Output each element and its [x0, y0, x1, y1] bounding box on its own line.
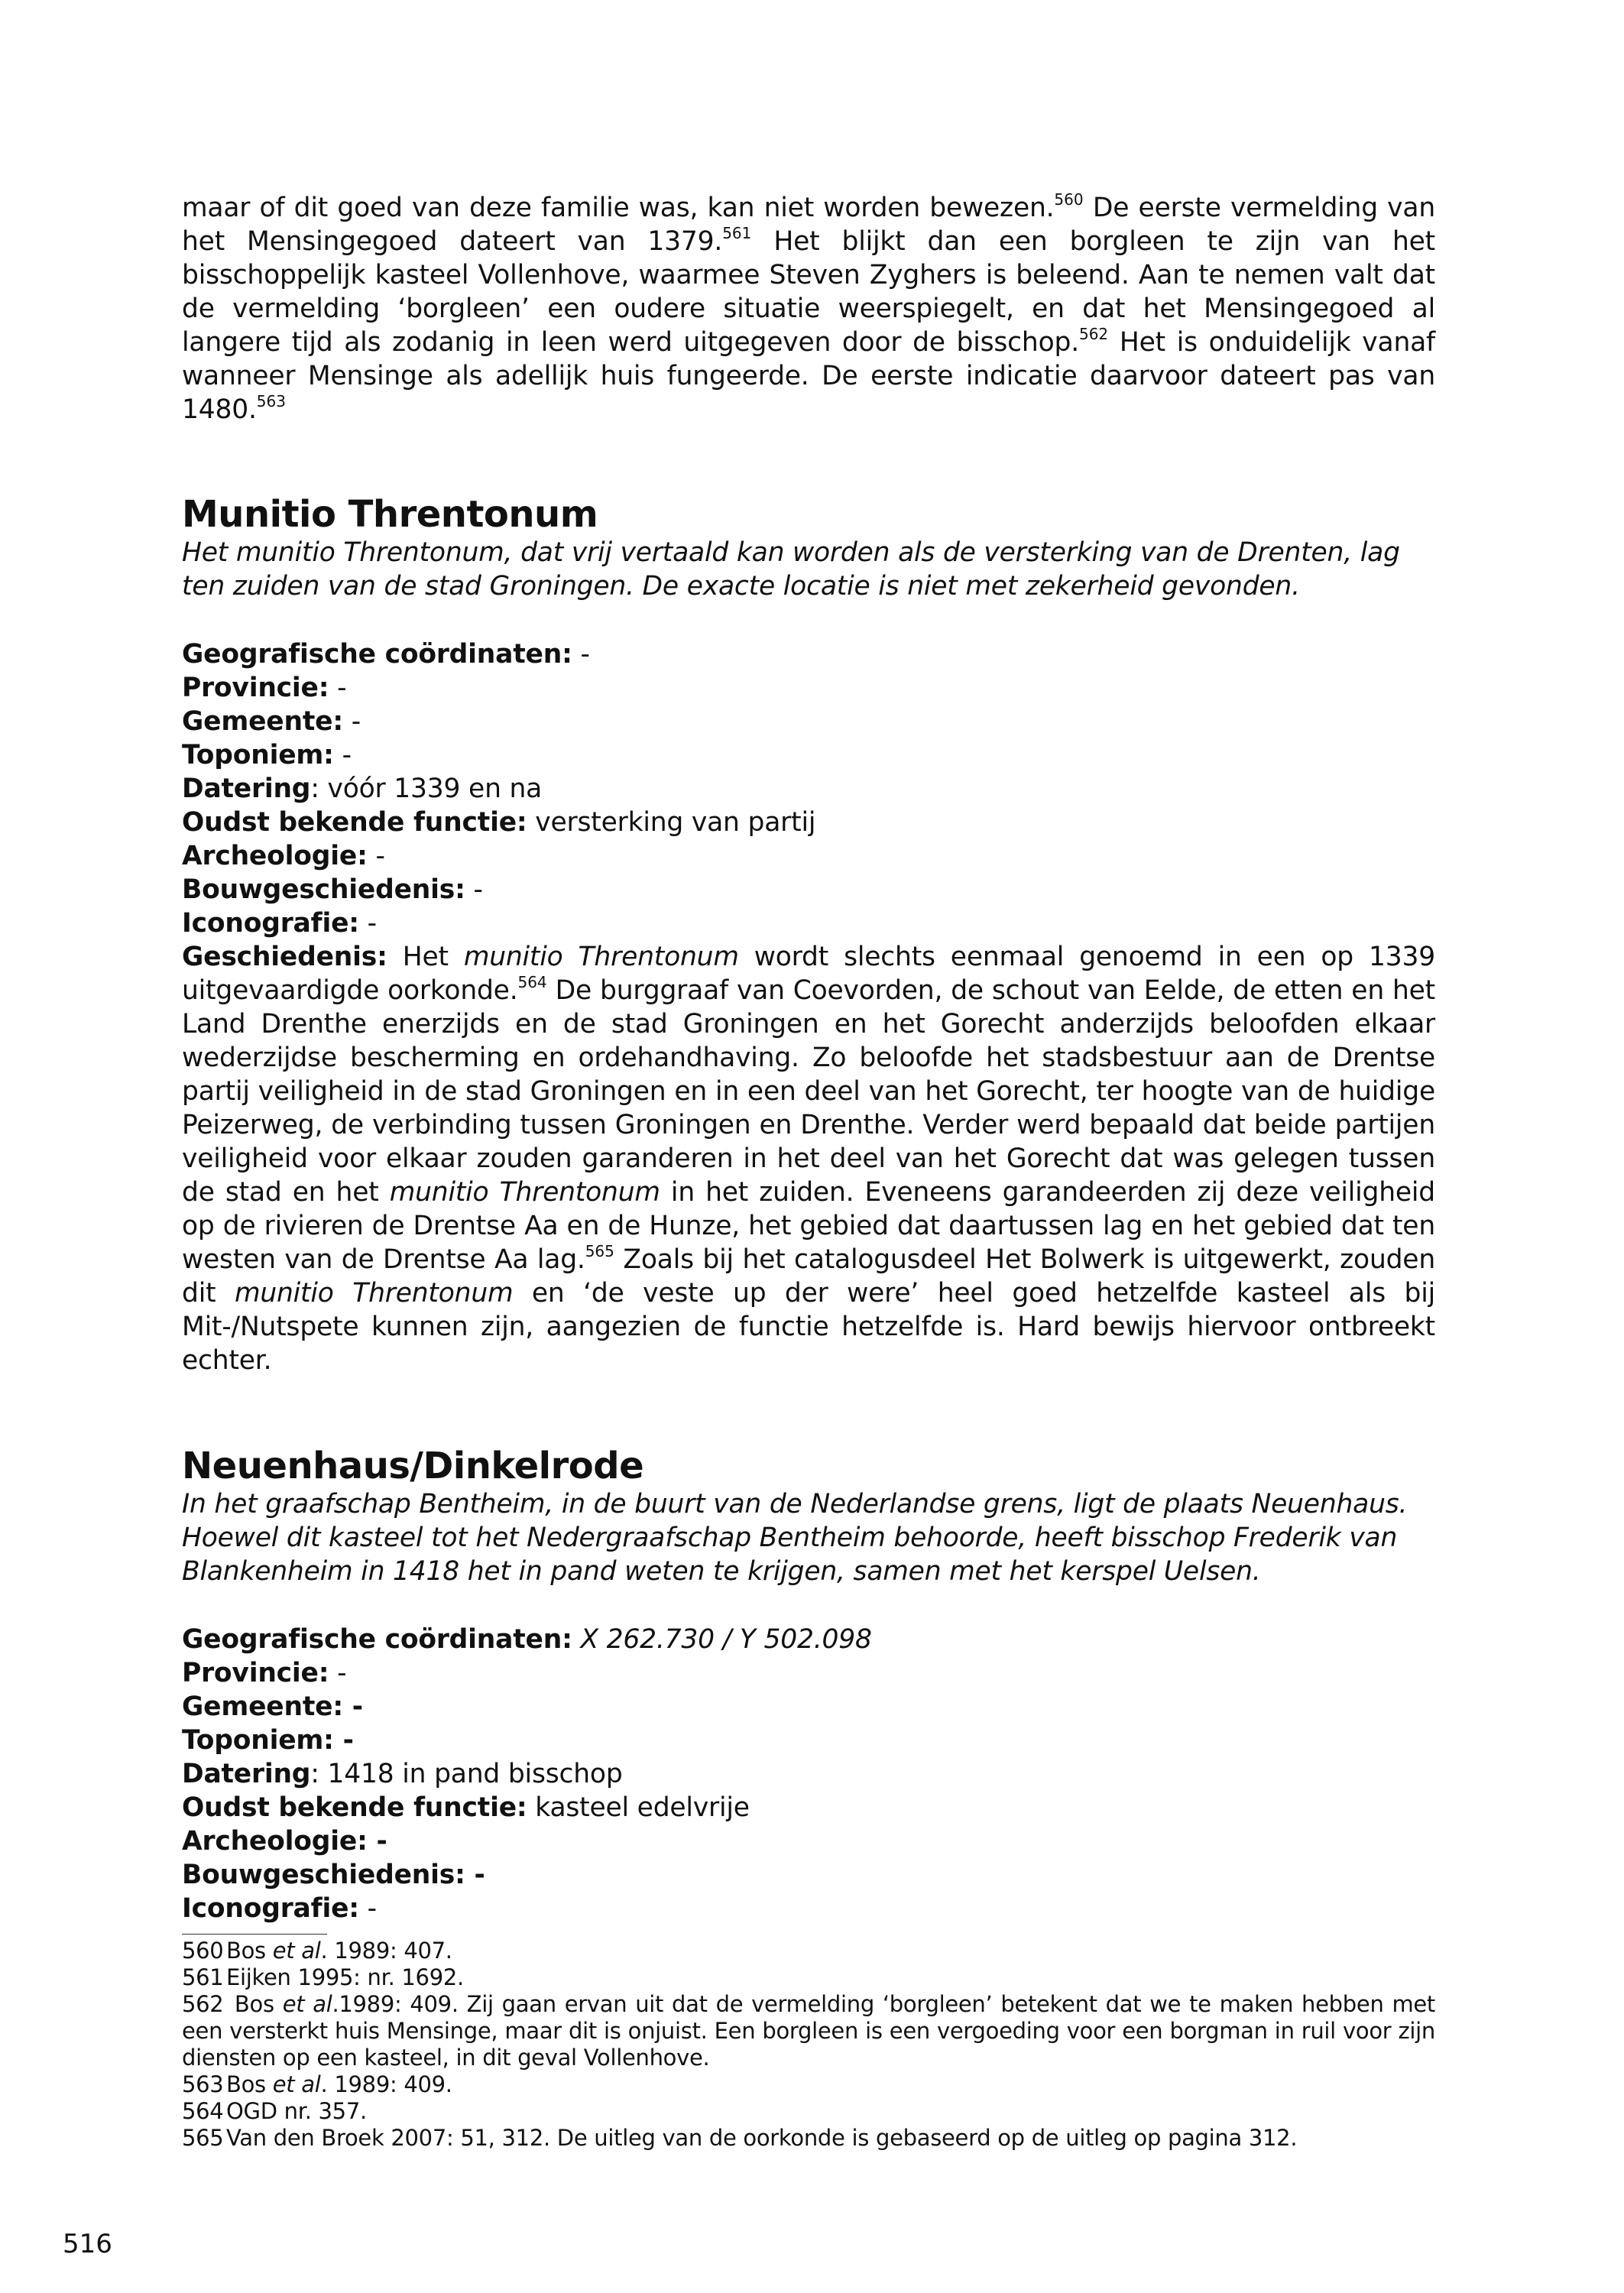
fields-neuenhaus	[182, 1623, 1435, 1925]
history-text: Het munitio Threntonum wordt slechts eenmaal genoemd in een op 1339 uitgevaardigde oorkonde.$^{564}$ De burggraaf van Coevorden, de schout van Eelde, de etten en het Land Drenthe enerzijds en de stad Groningen en het Gorecht anderzijds beloofden elkaar wederzijdse bescherming en ordehandhaving. Zo beloofde het stadsbestuur aan de Drentse partij veiligheid in de stad Groningen en in een deel van het Gorecht, ter hoogte van de huidige Peizerweg, de verbinding tussen Groningen en Drenthe. Verder werd bepaald dat beide partijen veiligheid voor elkaar zouden garanderen in het deel van het Gorecht dat was gelegen tussen de stad en het munitio Threntonum in het zuiden. Eveneens garandeerden zij deze veiligheid op de rivieren de Drentse Aa en de Hunze, het gebied dat daartussen lag en het gebied dat ten westen van de Drentse Aa lag.$^{565}$ Zoals bij het catalogusdeel Het Bolwerk is uitgewerkt, zouden dit munitio Threntonum en ‘de veste up der were’ heel goed hetzelfde kasteel als bij Mit-/Nutspete kunnen zijn, aangezien de functie hetzelfde is. Hard bewijs hiervoor ontbreekt echter.	[182, 942, 1436, 1376]
footnote-text: OGD nr. 357.	[226, 2098, 367, 2124]
history-label: Geschiedenis:	[182, 942, 387, 972]
field-label: Datering	[182, 774, 311, 804]
footnote-ref: 563	[256, 392, 286, 410]
fields-munitio	[182, 637, 1435, 940]
field-label: Datering	[182, 1759, 311, 1789]
footnote-ref: 565	[585, 1242, 614, 1260]
footnote	[182, 2071, 1435, 2098]
field-label: Gemeente: -	[182, 1691, 363, 1722]
footnote-text: Bos et al. 1989: 409.	[226, 2071, 452, 2097]
section-heading-neuenhaus: Neuenhaus/Dinkelrode	[182, 1445, 644, 1487]
field-row	[182, 1623, 1435, 1656]
field-row	[182, 1858, 1435, 1892]
footnotes	[182, 1938, 1435, 2152]
field-label: Archeologie:	[182, 841, 368, 871]
field-row	[182, 738, 1435, 772]
field-row	[182, 772, 1435, 806]
field-label: Oudst bekende functie:	[182, 1792, 527, 1823]
footnote	[182, 2125, 1435, 2152]
field-value: versterking van partij	[527, 807, 816, 838]
field-label: Bouwgeschiedenis:	[182, 874, 465, 905]
footnote-text: Eijken 1995: nr. 1692.	[226, 1964, 464, 1990]
footnote-divider	[182, 1934, 327, 1935]
field-row	[182, 1791, 1435, 1824]
footnote	[182, 2098, 1435, 2125]
field-row	[182, 705, 1435, 738]
field-value: : 1418 in pand bisschop	[310, 1759, 623, 1789]
field-value: -	[367, 841, 385, 871]
field-label: Gemeente:	[182, 706, 343, 737]
section-heading-munitio: Munitio Threntonum	[182, 493, 598, 536]
field-row	[182, 1757, 1435, 1791]
footnote	[182, 1964, 1435, 1991]
footnote	[182, 1938, 1435, 1964]
field-value: : vóór 1339 en na	[310, 774, 543, 804]
intro-paragraph: maar of dit goed van deze familie was, kan niet worden bewezen.$^{560}$ De eerste vermelding van het Mensingegoed dateert van 1379.$^{561}$ Het blijkt dan een borgleen te zijn van het bisschoppelijk kasteel Vollenhove, waarmee Steven Zyghers is beleend. Aan te nemen valt dat de vermelding ‘borgleen’ een oudere situatie weerspiegelt, en dat het Mensingegoed al langere tijd als zodanig in leen werd uitgegeven door de bisschop.$^{562}$ Het is onduidelijk vanaf wanneer Mensinge als adellijk huis fungeerde. De eerste indicatie daarvoor dateert pas van 1480.$^{563}$	[182, 190, 1435, 425]
field-value: X 262.730 / Y 502.098	[572, 1624, 872, 1655]
field-value: -	[465, 874, 483, 905]
field-label: Provincie:	[182, 1658, 329, 1688]
history-paragraph-munitio	[182, 940, 1435, 1377]
field-row	[182, 873, 1435, 906]
field-row	[182, 671, 1435, 705]
field-row	[182, 1824, 1435, 1858]
field-label: Iconografie:	[182, 908, 359, 939]
field-label: Bouwgeschiedenis: -	[182, 1860, 485, 1890]
field-row	[182, 1690, 1435, 1724]
field-label: Provincie:	[182, 673, 329, 703]
field-label: Archeologie: -	[182, 1826, 387, 1857]
field-row	[182, 1892, 1435, 1925]
footnote-ref: 564	[517, 973, 547, 991]
field-row	[182, 906, 1435, 940]
footnote-number: 564	[182, 2098, 224, 2124]
footnote-number: 565	[182, 2125, 224, 2151]
footnote-text: Bos et al.1989: 409. Zij gaan ervan uit dat de vermelding ‘borgleen’ betekent dat we te maken hebben met een versterkt huis Mensinge, maar dit is onjuist. Een borgleen is een vergoeding voor een borgman in ruil voor zijn diensten op een kasteel, in dit geval Vollenhove.	[182, 1991, 1436, 2071]
field-row	[182, 1656, 1435, 1690]
footnote-number: 561	[182, 1964, 224, 1990]
footnote-number: 560	[182, 1938, 224, 1964]
field-value: -	[358, 908, 377, 939]
field-value: kasteel edelvrije	[527, 1792, 750, 1823]
footnote-ref: 561	[722, 224, 752, 242]
field-label: Toponiem:	[182, 740, 334, 770]
field-value: -	[329, 1658, 347, 1688]
field-value: -	[358, 1893, 377, 1924]
field-value: -	[333, 740, 352, 770]
field-label: Oudst bekende functie:	[182, 807, 527, 838]
footnote	[182, 1991, 1435, 2071]
section-intro-munitio: Het munitio Threntonum, dat vrij vertaald kan worden als de versterking van de Drenten, lag ten zuiden van de stad Groningen. De exacte locatie is niet met zekerheid gevonden.	[182, 537, 1400, 602]
field-label: Geografische coördinaten:	[182, 1624, 572, 1655]
field-value: -	[572, 639, 590, 670]
footnote-text: Bos et al. 1989: 407.	[226, 1938, 452, 1964]
field-row	[182, 637, 1435, 671]
field-label: Geografische coördinaten:	[182, 639, 572, 670]
field-value: -	[342, 706, 361, 737]
footnote-number: 563	[182, 2071, 224, 2097]
section-intro-neuenhaus: In het graafschap Bentheim, in de buurt van de Nederlandse grens, ligt de plaats Neuenhaus. Hoewel dit kasteel tot het Nedergraafschap Bentheim behoorde, heeft bisschop Frederik van Blankenheim in 1418 het in pand weten te krijgen, samen met het kerspel Uelsen.	[182, 1489, 1408, 1587]
footnote-ref: 562	[1078, 325, 1109, 343]
page-number: 516	[63, 2229, 112, 2259]
field-label: Toponiem: -	[182, 1725, 354, 1756]
field-value: -	[329, 673, 347, 703]
field-row	[182, 1724, 1435, 1757]
footnote-number: 562	[182, 1991, 224, 2017]
field-row	[182, 839, 1435, 873]
field-row	[182, 806, 1435, 839]
footnote-text: Van den Broek 2007: 51, 312. De uitleg van de oorkonde is gebaseerd op de uitleg op pagina 312.	[226, 2125, 1298, 2151]
footnote-ref: 560	[1054, 190, 1084, 209]
field-label: Iconografie:	[182, 1893, 359, 1924]
